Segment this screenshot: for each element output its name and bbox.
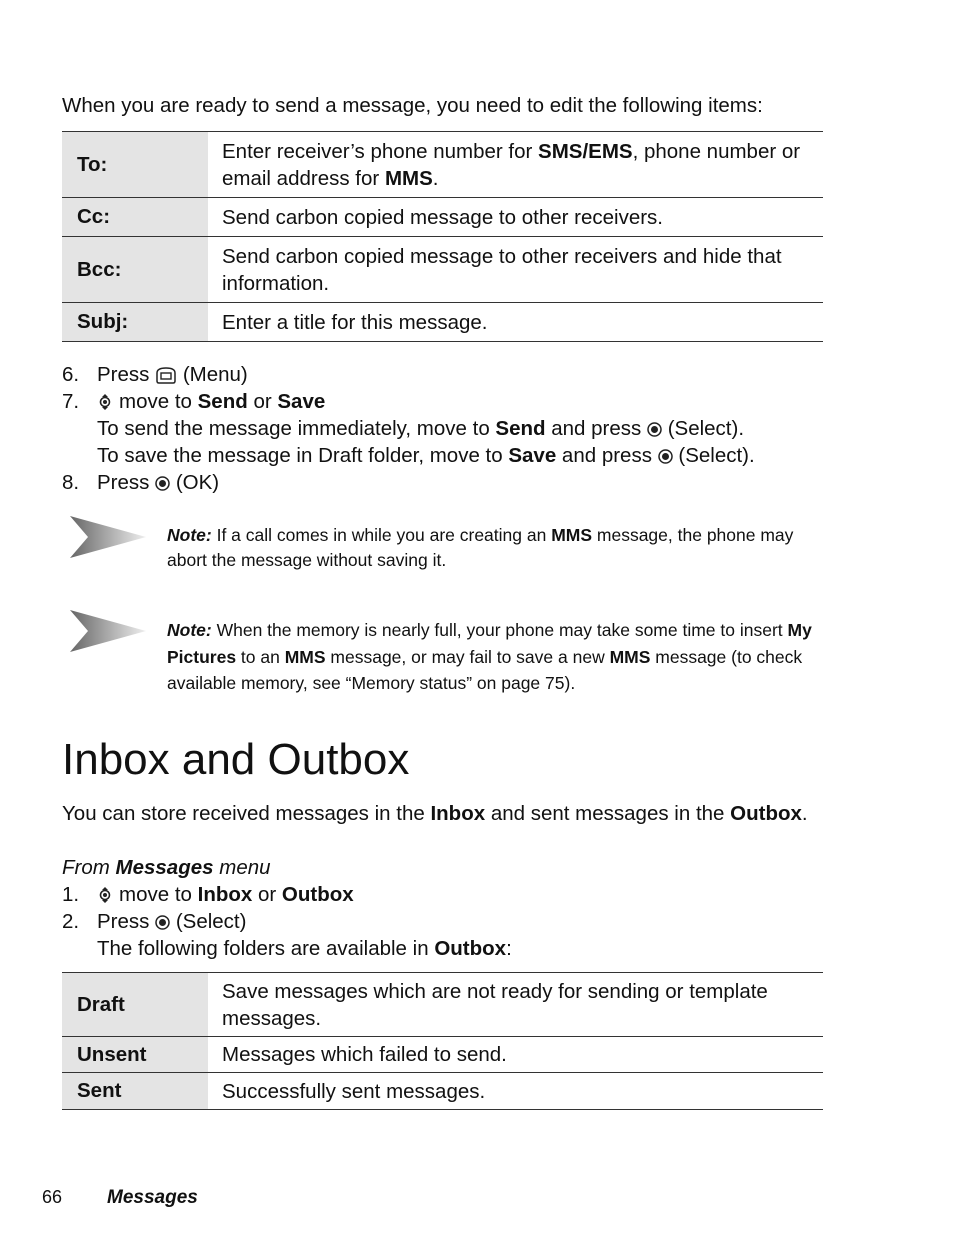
edit-items-table — [62, 131, 823, 342]
table-key: Sent — [62, 1073, 208, 1110]
table-key: Cc: — [62, 198, 208, 237]
select-key-icon — [647, 422, 662, 437]
list-item: 8. Press (OK) — [62, 471, 220, 494]
section-name: Messages — [107, 1187, 198, 1208]
table-key: Draft — [62, 973, 208, 1037]
nav-key-icon — [97, 886, 113, 904]
note-mms-call: Note: If a call comes in while you are creating an MMS message, the phone may abort the message without saving it. — [167, 525, 794, 570]
list-item: 2. Press (Select) — [62, 910, 247, 933]
list-item: 6. Press (Menu) — [62, 363, 248, 386]
table-key: Subj: — [62, 303, 208, 342]
steps-list-send — [62, 361, 755, 496]
table-key: Bcc: — [62, 237, 208, 303]
table-value: Save messages which are not ready for sending or template messages. — [208, 973, 823, 1037]
table-row — [62, 1073, 823, 1110]
table-row — [62, 198, 823, 237]
table-key: To: — [62, 132, 208, 198]
table-row — [62, 973, 823, 1037]
note-arrow-icon — [68, 608, 146, 654]
table-row — [62, 237, 823, 303]
table-key: Unsent — [62, 1037, 208, 1073]
table-row — [62, 303, 823, 342]
note-arrow-icon — [68, 514, 146, 560]
step-detail: To send the message immediately, move to Send and press (Select). — [97, 417, 745, 440]
page-number: 66 — [42, 1187, 63, 1207]
table-value: Send carbon copied message to other receivers. — [208, 198, 823, 237]
list-item: 7. move to Send or Save — [62, 390, 326, 413]
table-value: Messages which failed to send. — [208, 1037, 823, 1073]
menu-key-icon — [155, 365, 177, 385]
steps-list-inbox — [62, 881, 512, 962]
table-value: Send carbon copied message to other receivers and hide that information. — [208, 237, 823, 303]
outbox-folders-table — [62, 972, 823, 1110]
list-item: 1. move to Inbox or Outbox — [62, 883, 354, 906]
table-value: Enter receiver’s phone number for SMS/EMS, phone number or email address for MMS. — [208, 132, 823, 198]
note-memory-full: Note: When the memory is nearly full, your phone may take some time to insert My Pictures to an MMS message, or may fail to save a new MMS message (to check available memory, see “Memory status” on page 75). — [167, 620, 812, 693]
nav-key-icon — [97, 393, 113, 411]
step-detail: The following folders are available in Outbox: — [97, 937, 512, 960]
table-row — [62, 132, 823, 198]
step-detail: To save the message in Draft folder, move to Save and press (Select). — [97, 444, 755, 467]
select-key-icon — [658, 449, 673, 464]
section-heading: Inbox and Outbox — [62, 735, 410, 784]
select-key-icon — [155, 476, 170, 491]
table-value: Enter a title for this message. — [208, 303, 823, 342]
inbox-outbox-text: You can store received messages in the Inbox and sent messages in the Outbox. — [62, 802, 808, 825]
select-key-icon — [155, 915, 170, 930]
table-value: Successfully sent messages. — [208, 1073, 823, 1110]
intro-text: When you are ready to send a message, you need to edit the following items: — [62, 94, 763, 117]
from-menu-text: From Messages menu — [62, 856, 271, 879]
table-row — [62, 1037, 823, 1073]
